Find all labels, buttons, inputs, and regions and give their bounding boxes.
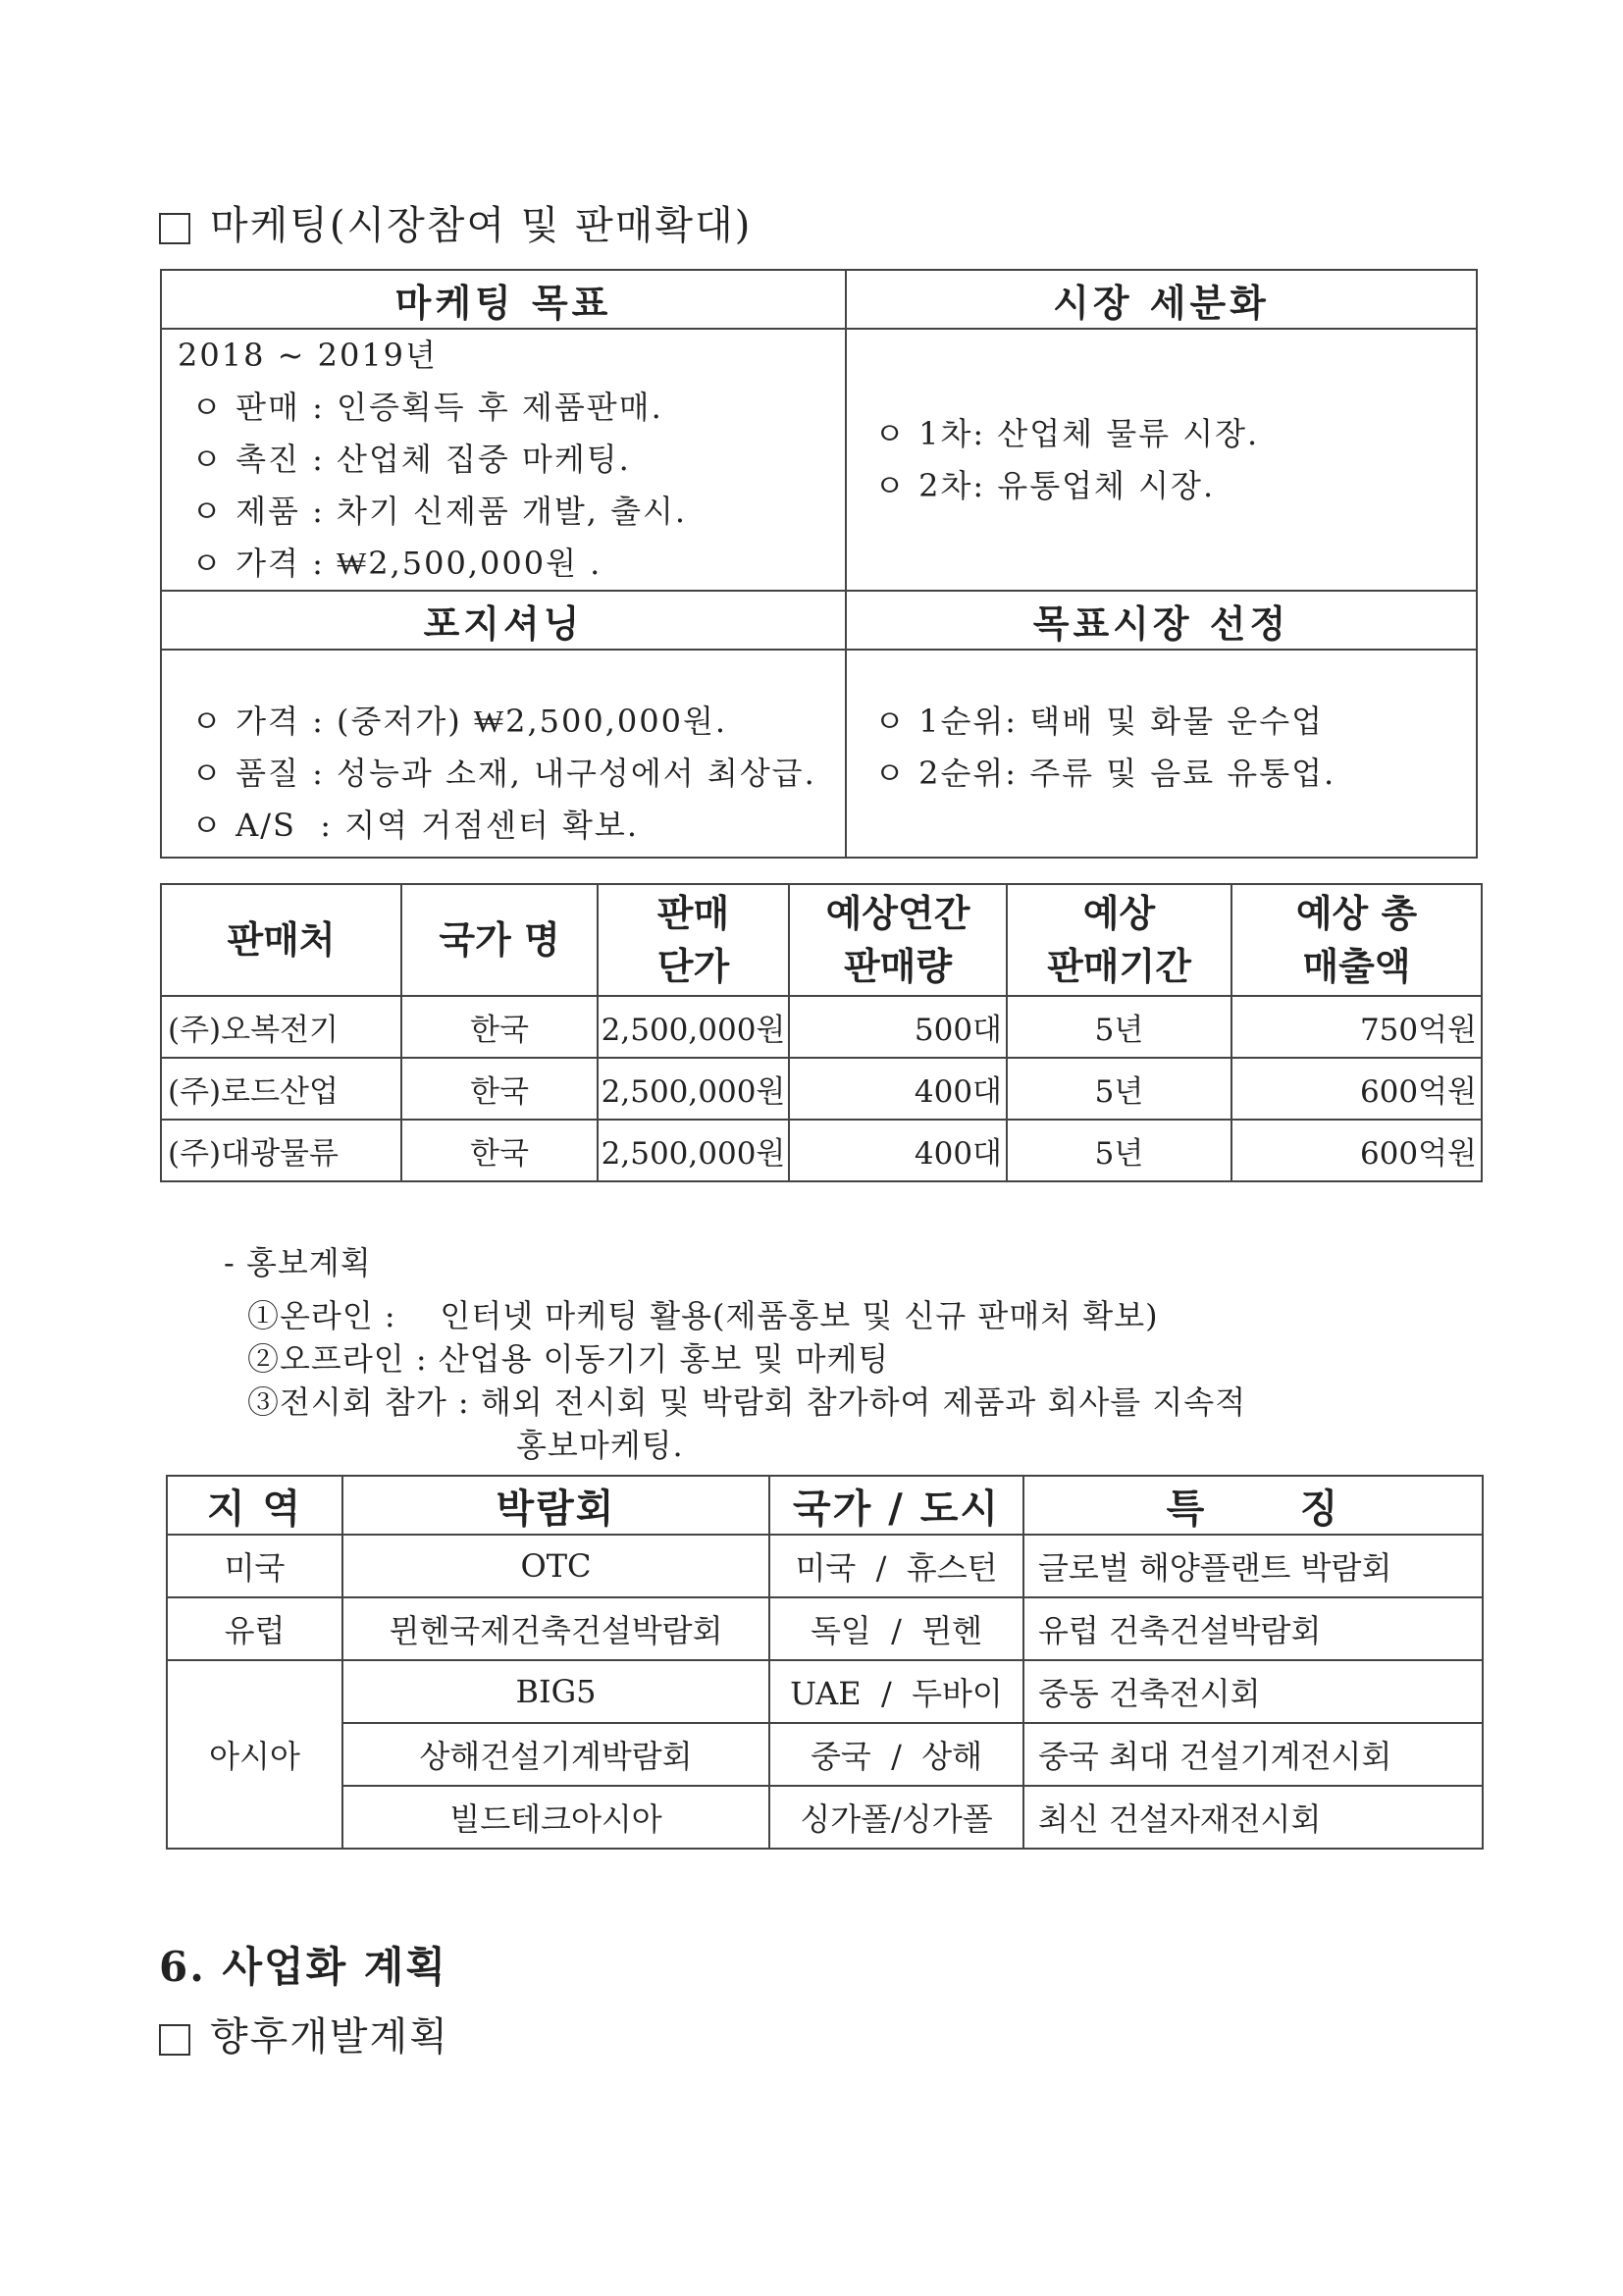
goal-cell <box>161 329 846 591</box>
revenue-cell: 600억원 <box>1231 1120 1482 1181</box>
target-line: ㅇ 2순위: 주류 및 음료 유통업. <box>874 755 1336 792</box>
table-row <box>167 1597 1483 1660</box>
expo-header-expo: 박람회 <box>342 1476 769 1535</box>
promotion-continuation: 홍보마케팅. <box>516 1427 684 1464</box>
section6-sub-text: 향후개발계획 <box>210 2014 449 2060</box>
expo-header-feature: 특 징 <box>1023 1476 1483 1535</box>
checkbox-icon <box>159 213 190 244</box>
volume-cell: 400대 <box>789 1120 1007 1181</box>
expo-cell: OTC <box>342 1535 769 1597</box>
region-cell: 유럽 <box>167 1597 342 1660</box>
period-cell: 5년 <box>1007 996 1231 1058</box>
positioning-line: ㅇ 품질 : 성능과 소재, 내구성에서 최상급. <box>191 755 816 792</box>
expo-cell: 뮌헨국제건축건설박람회 <box>342 1597 769 1660</box>
goal-line: ㅇ 판매 : 인증획득 후 제품판매. <box>191 389 663 426</box>
country-cell: 한국 <box>401 1058 598 1120</box>
period-cell: 5년 <box>1007 1058 1231 1120</box>
feature-cell: 중동 건축전시회 <box>1023 1660 1483 1723</box>
target-line: ㅇ 1순위: 택배 및 화물 운수업 <box>874 703 1325 740</box>
location-cell: UAE / 두바이 <box>769 1660 1023 1723</box>
expo-header-region: 지 역 <box>167 1476 342 1535</box>
promotion-item: ②오프라인 : 산업용 이동기기 홍보 및 마케팅 <box>247 1340 890 1378</box>
marketing-heading <box>159 194 752 250</box>
sales-header-volume: 예상연간 판매량 <box>789 884 1007 996</box>
goal-line: ㅇ 가격 : ₩2,500,000원 . <box>191 545 602 582</box>
expo-cell: 상해건설기계박람회 <box>342 1723 769 1786</box>
promotion-item: ③전시회 참가 : 해외 전시회 및 박람회 참가하여 제품과 회사를 지속적 <box>247 1383 1247 1421</box>
location-cell: 미국 / 휴스턴 <box>769 1535 1023 1597</box>
goal-line: 2018 ~ 2019년 <box>178 337 438 374</box>
segment-cell <box>846 329 1477 591</box>
target-header: 목표시장 선정 <box>846 591 1477 650</box>
seller-cell: (주)대광물류 <box>161 1120 401 1181</box>
table-row <box>161 1058 1482 1120</box>
seller-cell: (주)로드산업 <box>161 1058 401 1120</box>
expo-table <box>166 1475 1484 1850</box>
feature-cell: 유럽 건축건설박람회 <box>1023 1597 1483 1660</box>
goal-header: 마케팅 목표 <box>161 270 846 329</box>
sales-header-period: 예상 판매기간 <box>1007 884 1231 996</box>
segment-line: ㅇ 2차: 유통업체 시장. <box>874 467 1216 504</box>
region-cell: 아시아 <box>167 1660 342 1849</box>
goal-line: ㅇ 제품 : 차기 신제품 개발, 출시. <box>191 493 688 530</box>
seller-cell: (주)오복전기 <box>161 996 401 1058</box>
segment-header: 시장 세분화 <box>846 270 1477 329</box>
country-cell: 한국 <box>401 1120 598 1181</box>
positioning-header: 포지셔닝 <box>161 591 846 650</box>
sales-header-revenue: 예상 총 매출액 <box>1231 884 1482 996</box>
price-cell: 2,500,000원 <box>598 996 789 1058</box>
country-cell: 한국 <box>401 996 598 1058</box>
table-row <box>161 1120 1482 1181</box>
positioning-cell <box>161 650 846 858</box>
feature-cell: 글로벌 해양플랜트 박람회 <box>1023 1535 1483 1597</box>
expo-cell: 빌드테크아시아 <box>342 1786 769 1849</box>
price-cell: 2,500,000원 <box>598 1058 789 1120</box>
volume-cell: 500대 <box>789 996 1007 1058</box>
table-row <box>167 1535 1483 1597</box>
revenue-cell: 600억원 <box>1231 1058 1482 1120</box>
feature-cell: 최신 건설자재전시회 <box>1023 1786 1483 1849</box>
segment-line: ㅇ 1차: 산업체 물류 시장. <box>874 415 1260 452</box>
sales-table <box>160 883 1483 1182</box>
volume-cell: 400대 <box>789 1058 1007 1120</box>
checkbox-icon <box>159 2024 190 2056</box>
location-cell: 독일 / 뮌헨 <box>769 1597 1023 1660</box>
promotion-title: - 홍보계획 <box>224 1244 372 1281</box>
marketing-heading-text: 마케팅(시장참여 및 판매확대) <box>210 203 753 248</box>
table-row <box>161 996 1482 1058</box>
table-row <box>167 1786 1483 1849</box>
table-row <box>167 1660 1483 1723</box>
price-cell: 2,500,000원 <box>598 1120 789 1181</box>
target-cell <box>846 650 1477 858</box>
feature-cell: 중국 최대 건설기계전시회 <box>1023 1723 1483 1786</box>
location-cell: 싱가폴/싱가폴 <box>769 1786 1023 1849</box>
sales-header-seller: 판매처 <box>161 884 401 996</box>
expo-header-location: 국가 / 도시 <box>769 1476 1023 1535</box>
expo-cell: BIG5 <box>342 1660 769 1723</box>
location-cell: 중국 / 상해 <box>769 1723 1023 1786</box>
sales-header-country: 국가 명 <box>401 884 598 996</box>
positioning-line: ㅇ 가격 : (중저가) ₩2,500,000원. <box>191 703 728 740</box>
goal-line: ㅇ 촉진 : 산업체 집중 마케팅. <box>191 441 631 478</box>
marketing-strategy-table <box>160 269 1478 859</box>
table-row <box>167 1723 1483 1786</box>
region-cell: 미국 <box>167 1535 342 1597</box>
positioning-line: ㅇ A/S : 지역 거점센터 확보. <box>191 807 640 844</box>
sales-header-price: 판매 단가 <box>598 884 789 996</box>
revenue-cell: 750억원 <box>1231 996 1482 1058</box>
period-cell: 5년 <box>1007 1120 1231 1181</box>
section6-title: 6. 사업화 계획 <box>159 1943 447 1991</box>
section6-sub <box>159 2006 449 2061</box>
promotion-item: ①온라인 : 인터넷 마케팅 활용(제품홍보 및 신규 판매처 확보) <box>247 1297 1159 1334</box>
